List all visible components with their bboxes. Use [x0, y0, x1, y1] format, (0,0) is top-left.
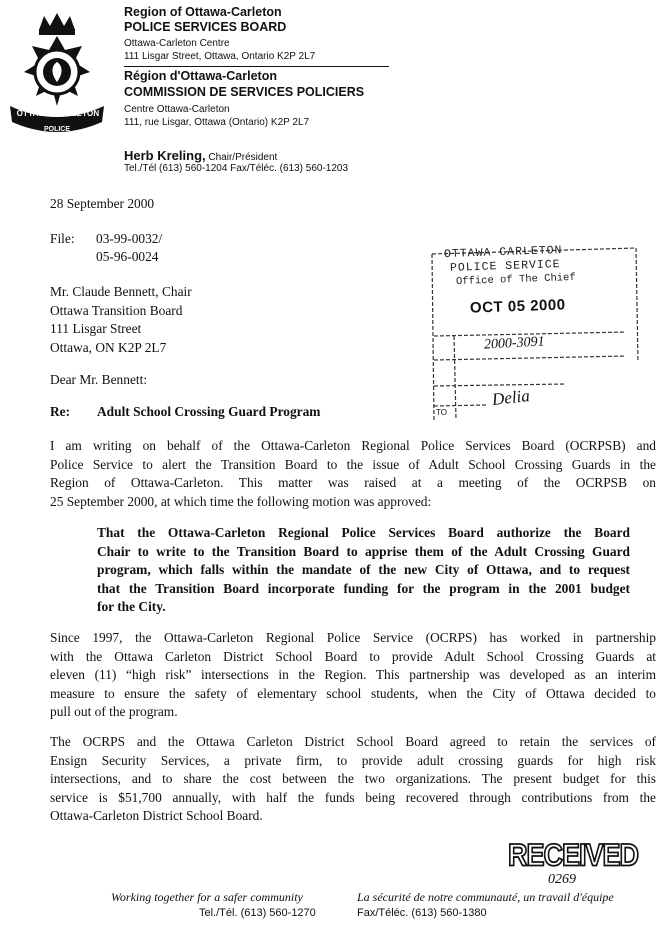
- crest-ribbon-text: OTTAWA CARLETON: [16, 109, 100, 118]
- stamp-line-1: OTTAWA CARLETON: [443, 243, 563, 262]
- chair-contact: Tel./Tél (613) 560-1204 Fax/Téléc. (613) 560-1203: [124, 163, 349, 174]
- re-label: Re:: [50, 404, 71, 419]
- letterhead-divider: [124, 66, 389, 67]
- file-label: File:: [50, 231, 75, 246]
- paragraph-line: I am writing on behalf of the Ottawa-Carleton Regional Police Services Board (OCRPSB) and: [50, 438, 656, 453]
- address-fr: 111, rue Lisgar, Ottawa (Ontario) K2P 2L7: [124, 117, 310, 128]
- footer-motto-en: Working together for a safer community: [111, 890, 303, 904]
- received-stamp: [508, 838, 639, 894]
- file-number-1: 03-99-0032/: [96, 231, 163, 246]
- recipient-line: 111 Lisgar Street: [50, 321, 142, 336]
- chair-title: Chair/Président: [205, 152, 278, 163]
- paragraph-line: Region of Ottawa-Carleton. This matter was raised at a meeting of the OCRPSB on: [50, 475, 656, 490]
- file-number-2: 05-96-0024: [96, 249, 159, 264]
- letter-date: 28 September 2000: [50, 196, 155, 211]
- paragraph-1: [50, 437, 656, 511]
- centre-name-fr: Centre Ottawa-Carleton: [124, 104, 230, 115]
- crest-emblem: [6, 10, 108, 138]
- paragraph-line: with the Ottawa Carleton District School Board to provide Adult School Crossing Guards at: [50, 648, 656, 664]
- footer-phone: Tel./Tél. (613) 560-1270: [199, 907, 316, 919]
- footer-motto-fr: La sécurité de notre communauté, un travail d'équipe: [357, 890, 614, 904]
- paragraph-line: eleven (11) “high risk” intersections in the Region. This partnership was developed as an interim: [50, 667, 656, 682]
- motion-line: that the Transition Board incorporate funding for the program in the 2001 budget: [97, 580, 630, 596]
- paragraph-line: Since 1997, the Ottawa-Carleton Regional Police Service (OCRPS) has worked in partnership: [50, 630, 656, 645]
- re-subject: Adult School Crossing Guard Program: [97, 404, 321, 419]
- stamp-to-label: TO: [436, 408, 447, 417]
- paragraph-3: [50, 733, 656, 826]
- motion-line: That the Ottawa-Carleton Regional Police Services Board authorize the Board: [97, 525, 630, 540]
- region-name-en: Region of Ottawa-Carleton: [124, 5, 282, 19]
- paragraph-line: Ensign Security Services, a private firm, to provide adult crossing guards for high risk: [50, 752, 656, 768]
- recipient-line: Ottawa, ON K2P 2L7: [50, 339, 167, 355]
- stamp-line-3: Office of The Chief: [455, 271, 576, 289]
- paragraph-line: measure to ensure the safety of elementary school students, when the City of Ottawa decided to: [50, 685, 656, 701]
- motion-line: program, which falls within the mandate of the new City of Ottawa, and to request: [97, 562, 630, 577]
- crest-police-text: POLICE: [43, 126, 71, 133]
- recipient-line: Ottawa Transition Board: [50, 302, 183, 318]
- stamp-date: OCT 05 2000: [469, 296, 566, 317]
- paragraph-line: intersections, and to share the cost between the two organizations. The present budget for this: [50, 771, 656, 786]
- board-name-en: POLICE SERVICES BOARD: [124, 20, 287, 34]
- paragraph-2: [50, 629, 656, 722]
- chair-name: Herb Kreling,: [124, 148, 206, 163]
- paragraph-line: The OCRPS and the Ottawa Carleton District School Board agreed to retain the services of: [50, 734, 656, 749]
- motion-quote: [97, 524, 630, 617]
- police-crest-logo: [6, 10, 108, 138]
- stamp-reference-handwritten: 2000-3091: [483, 334, 545, 353]
- police-service-stamp: [426, 240, 642, 426]
- footer-fax: Fax/Téléc. (613) 560-1380: [357, 907, 487, 919]
- received-stamp-number: 0269: [548, 872, 576, 887]
- received-stamp-text: RECEIVED: [508, 838, 639, 873]
- board-name-fr: COMMISSION DE SERVICES POLICIERS: [124, 85, 365, 99]
- recipient-address: [50, 283, 192, 357]
- paragraph-line: Police Service to alert the Transition Board to the issue of Adult School Crossing Guards in the: [50, 456, 656, 472]
- salutation: Dear Mr. Bennett:: [50, 372, 148, 387]
- motion-line: Chair to write to the Transition Board to apprise them of the Adult Crossing Guard: [97, 543, 630, 559]
- motion-line: for the City.: [97, 599, 166, 614]
- stamp-to-name-handwritten: Delia: [491, 386, 531, 409]
- paragraph-line: Ottawa-Carleton District School Board.: [50, 808, 263, 823]
- address-en: 111 Lisgar Street, Ottawa, Ontario K2P 2L7: [124, 51, 316, 62]
- centre-name-en: Ottawa-Carleton Centre: [124, 38, 230, 49]
- recipient-line: Mr. Claude Bennett, Chair: [50, 284, 192, 299]
- region-name-fr: Région d'Ottawa-Carleton: [124, 69, 277, 83]
- paragraph-line: 25 September 2000, at which time the following motion was approved:: [50, 493, 432, 509]
- paragraph-line: pull out of the program.: [50, 704, 178, 719]
- paragraph-line: service is $51,700 annually, with half the funds being recovered through contributions from the: [50, 789, 656, 805]
- stamp-line-2: POLICE SERVICE: [449, 258, 561, 275]
